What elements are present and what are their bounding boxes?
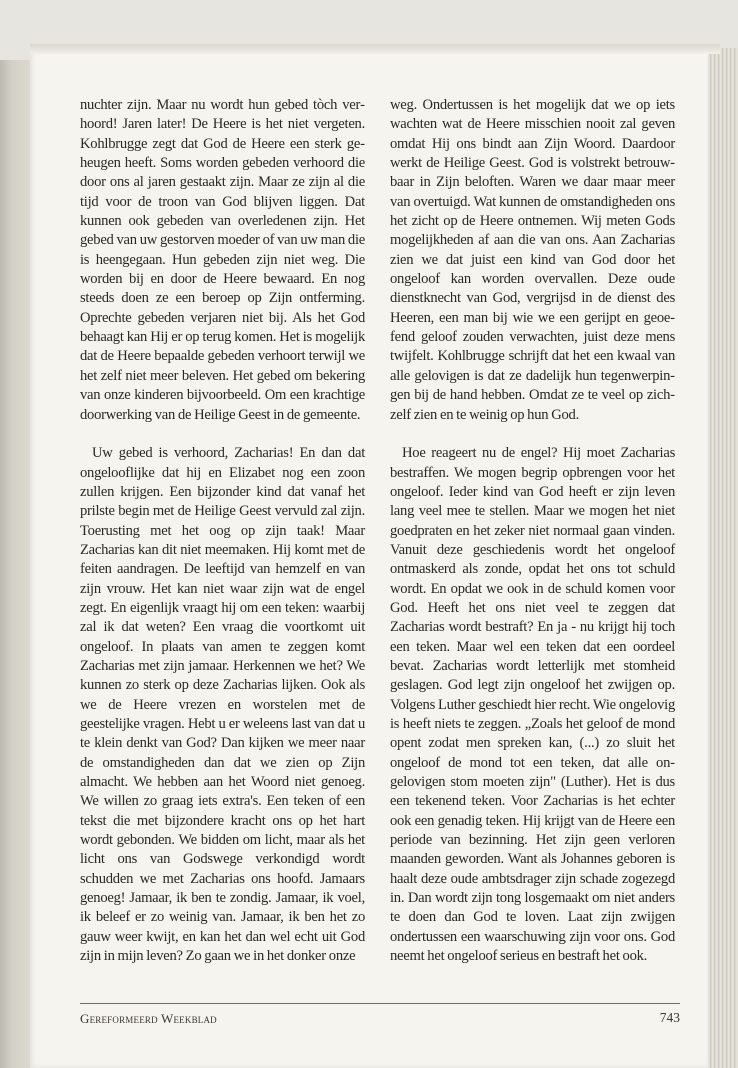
footer-rule bbox=[80, 1003, 680, 1004]
footer-publication-title: Gereformeerd Weekblad bbox=[80, 1011, 217, 1026]
previous-page-edge bbox=[0, 60, 30, 1068]
left-text-column bbox=[80, 96, 365, 966]
page-top-shadow bbox=[30, 44, 720, 54]
page-stack-edge bbox=[706, 48, 738, 1068]
right-paragraph-1: weg. Ondertussen is het mogelijk dat we op iets wachten wat de Heere misschien nooit zal geven omdat Hij ons bindt aan Zijn Woord. Daardoor werkt de Heilige Geest. God is volstrekt betrouwbaar in Zijn beloften. Waren we daar maar meer van overtuigd. Wat kunnen de omstandigheden ons het zicht op de Heere ontnemen. Wij meten Gods mogelijkheden af aan die van ons. Aan Zacharias zien we dat juist een kind van God door het ongeloof kan worden overvallen. Deze oude dienstknecht van God, vergrijsd in de dienst des Heeren, een man bij wie we een gerijpt en geoefend geloof zouden verwachten, juist deze mens twijfelt. Kohlbrugge schrijft dat het een kwaal van alle gelovigen is dat ze dadelijk hun tegenwerpingen bij de hand hebben. Omdat ze te veel op zichzelf zien en te weinig op hun God. bbox=[390, 97, 675, 423]
left-paragraph-1: nuchter zijn. Maar nu wordt hun gebed tòch verhoord! Jaren later! De Heere is het niet vergeten. Kohlbrugge zegt dat God de Heere een sterk geheugen heeft. Soms worden gebeden verhoord die door ons al jaren gestaakt zijn. Maar ze zijn al die tijd voor de troon van God blijven liggen. Dat kunnen ook gebeden van overledenen zijn. Het gebed van uw gestorven moeder of van uw man die is heengegaan. Hun gebeden zijn niet weg. Die worden bij en door de Heere bewaard. En nog steeds doen ze een beroep op Zijn ontferming. Oprechte gebeden verjaren niet bij. Als het God behaagt kan Hij er op terug komen. Het is mogelijk dat de Heere bepaalde gebeden verhoort terwijl we het zelf niet meer beleven. Het gebed om bekering van onze kinderen bijvoorbeeld. Om een krachtige doorwerking van de Heilige Geest in de gemeente. bbox=[80, 97, 365, 423]
page-number: 743 bbox=[659, 1010, 680, 1025]
right-paragraph-2: Hoe reageert nu de engel? Hij moet Zacharias bestraffen. We mogen begrip opbrengen voor het ongeloof. Ieder kind van God heeft er zijn leven lang veel mee te stellen. Maar we mogen het niet goedpraten en het zeker niet normaal gaan vinden. Vanuit deze geschiedenis wordt het ongeloof ontmaskerd als zonde, opdat het ons tot schuld wordt. En opdat we ook in de schuld komen voor God. Heeft het ons niet veel te zeggen dat Zacharias wordt bestraft? En ja - nu krijgt hij toch een teken. Maar wel een teken dat een oordeel bevat. Zacharias wordt letterlijk met stomheid geslagen. God legt zijn ongeloof het zwijgen op. Volgens Luther geschiedt hier recht. Wie ongelovig is heeft niets te zeggen. „Zoals het geloof de mond opent zodat men spreken kan, (...) zo sluit het ongeloof de mond tot een teken, dat alle ongelovigen stom moeten zijn" (Luther). Het is dus een tekenend teken. Voor Zacharias is het echter ook een genadig teken. Hij krijgt van de Heere een periode van bezinning. Het zijn geen verloren maanden geworden. Want als Johannes geboren is haalt deze oude ambtsdrager zijn schade zogezegd in. Dan wordt zijn tong losgemaakt om niet anders te doen dan God te loven. Laat zijn zwijgen ondertussen een waarschuwing zijn voor ons. God neemt het ongeloof serieus en bestraft het ook. bbox=[390, 445, 675, 965]
left-paragraph-2: Uw gebed is verhoord, Zacharias! En dan dat ongelooflijke dat hij en Elizabet nog een zoon zullen krijgen. Een bijzonder kind dat vanaf het prilste begin met de Heilige Geest vervuld zal zijn. Toerusting met het oog op zijn taak! Maar Zacharias kan dit niet meemaken. Hij komt met de feiten aandragen. De leeftijd van hemzelf en van zijn vrouw. Het kan niet waar zijn wat de engel zegt. En eigenlijk vraagt hij om een teken: waarbij zal ik dat weten? Een vraag die voortkomt uit ongeloof. In plaats van amen te zeggen komt Zacharias met zijn jamaar. Herkennen we het? We kunnen zo sterk op deze Zacharias lijken. Ook als we de Heere vrezen en worstelen met de geestelijke vragen. Hebt u er weleens last van dat u te klein denkt van God? Dan kijken we meer naar de omstandigheden dan dat we zien op Zijn almacht. We hebben aan het Woord niet genoeg. We willen zo graag iets extra's. Een teken of een tekst die met bijzondere kracht ons op het hart wordt gebonden. We bidden om licht, maar als het licht ons van Godswege verkondigd wordt schudden we met Zacharias ons hoofd. Jamaars genoeg! Jamaar, ik ben te zondig. Jamaar, ik voel, ik beleef er zo weinig van. Jamaar, ik ben het zo gauw weer kwijt, en kan het dan wel echt uit God zijn in mijn leven? Zo gaan we in het donker onze bbox=[80, 445, 365, 965]
right-text-column bbox=[390, 96, 675, 966]
